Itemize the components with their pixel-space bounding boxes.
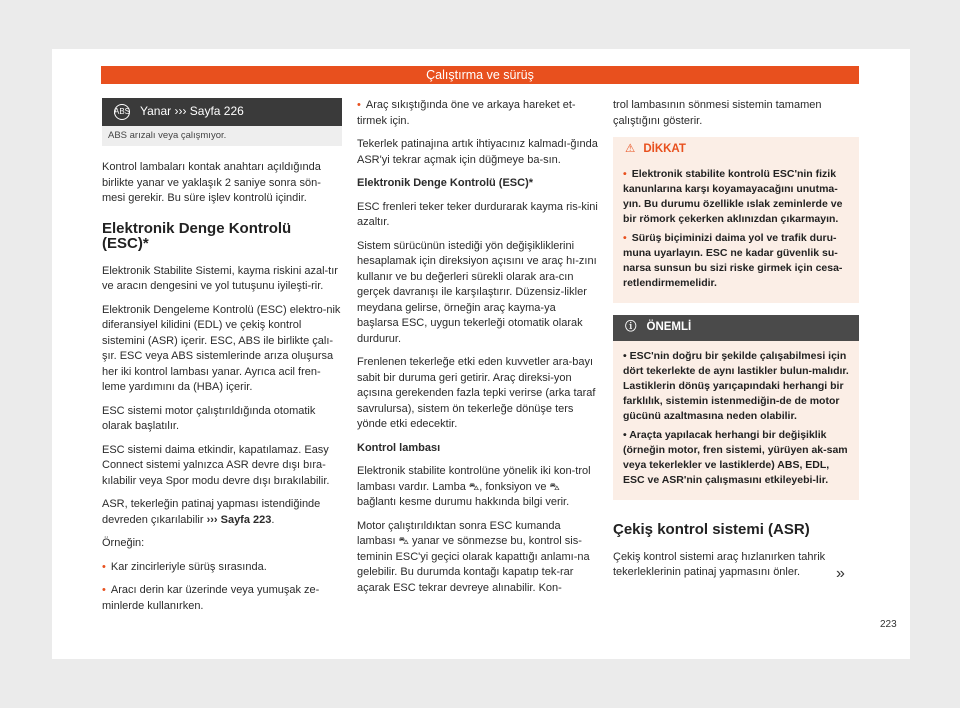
notice-body xyxy=(613,341,859,500)
paragraph: ESC sistemi daima etkindir, kapatılamaz. Easy Connect sistemi yalnızca ASR devre dışı bıra-kılabilir veya Spor modu devre dışı bırakılabilir. xyxy=(102,443,330,487)
paragraph-text: , fonksiyon ve xyxy=(479,480,550,493)
paragraph xyxy=(357,519,599,597)
paragraph: Tekerlek patinajına artık ihtiyacınız kalmadı-ğında ASR'yi tekrar açmak için düğmeye ba-sın. xyxy=(357,138,598,166)
paragraph-text: Elektronik stabilite kontrolüne yönelik iki kon-trol lambası vardır. Lamba xyxy=(357,465,591,493)
reference-bar xyxy=(102,98,342,126)
subheading-warning-lamp: Kontrol lambası xyxy=(357,441,441,454)
paragraph: Elektronik Dengeleme Kontrolü (ESC) elektro-nik diferansiyel kilidini (EDL) ve çekiş kontrol sistemini (ASR) içerir. ESC, ABS ile birlikte çalı-şır. ESC veya ABS sistemlerinde arıza oluşursa her iki kontrol lambası yanar. Ayrıca acil fren-leme yardımını da (HBA) içerir. xyxy=(102,303,341,393)
paragraph: Çekiş kontrol sistemi araç hızlanırken tahrik tekerleklerinin patinaj yapmasını önler. xyxy=(613,550,826,578)
section-title-esc: Elektronik Denge Kontrolü (ESC)* xyxy=(102,219,292,252)
paragraph: ESC frenleri teker teker durdurarak kayma ris-kini azaltır. xyxy=(357,200,598,228)
paragraph: Elektronik Stabilite Sistemi, kayma riskini azal-tır ve aracın dengesini ve yol tutuşunu iyileşti-rir. xyxy=(102,264,338,292)
warning-body xyxy=(613,163,859,303)
notice-item-text: Araçta yapılacak herhangi bir değişiklik (örneğin motor, fren sistemi, yürüyen ak-sam veya tekerlekler ve lastiklerde) ABS, EDL, ESC ve ASR'nin çalışmasını etkileyebi-lir. xyxy=(623,429,848,486)
notice-item-text: ESC'nin doğru bir şekilde çalışabilmesi için dört tekerlekte de aynı lastikler bulun-malıdır. Lastiklerin dönüş yarıçapındaki herhangi bir farklılık, sistemin istenmediğin-de de motor gücünü azaltmasına neden olabilir. xyxy=(623,350,849,422)
notice-item: • Araçta yapılacak herhangi bir değişiklik (örneğin motor, fren sistemi, yürüyen ak-sam veya tekerlekler ve lastiklerde) ABS, EDL, ESC ve ASR'nin çalışmasını etkileyebi-lir. xyxy=(623,429,848,486)
warning-box xyxy=(613,137,859,303)
paragraph: Frenlenen tekerleğe etki eden kuvvetler ara-bayı sabit bir duruma geri getirir. Araç direksi-yon açısına gerekenden fazla tepki verirse (arka taraf savrulursa), sistem ön tekerleğe dönüşe ters yönde etki edecektir. xyxy=(357,356,596,430)
paragraph: Kontrol lambaları kontak anahtarı açıldığında birlikte yanar ve yaklaşık 2 saniye sonra sön-mesi gerekir. Bu süre işlev kontrolü içindir. xyxy=(102,161,321,204)
warning-triangle-icon: ⚠ xyxy=(625,143,636,156)
notice-title: ÖNEMLİ xyxy=(646,321,692,334)
esc-off-lamp-icon: ⛍ xyxy=(549,481,560,493)
section-title-asr: Çekiş kontrol sistemi (ASR) xyxy=(613,521,810,538)
bullet-item: • Kar zincirleriyle sürüş sırasında. xyxy=(102,560,342,576)
paragraph: Sistem sürücünün istediği yön değişikliklerini hesaplamak için direksiyon açısını ve araç hı-zını kullanır ve bu değerleri sürekli olarak ara-cın gerçek davranışı ile karşılaştırır. Düzensiz-likler meydana gelirse, örneğin araç kayma-ya başlarsa ESC, uygun tekerleği otomatik olarak durdurur. xyxy=(357,239,597,345)
column-2 xyxy=(357,98,599,604)
paragraph-text: yanar ve sönmezse bu, kontrol sis-teminin ESC'yi geçici olarak kapattığı anlamı-na gelebilir. Bu durumda kontağı kapatıp tek-rar açarak ESC tekrar devreye alınabilir. Kon- xyxy=(357,535,590,594)
subheading-esc: Elektronik Denge Kontrolü (ESC)* xyxy=(357,177,534,189)
bullet-item: • Aracı derin kar üzerinde veya yumuşak ze-minlerde kullanırken. xyxy=(102,583,342,614)
warning-title: DİKKAT xyxy=(643,143,686,156)
continue-marker: » xyxy=(836,565,845,582)
column-1 xyxy=(102,98,342,622)
page-number: 223 xyxy=(880,619,897,630)
paragraph-text: Motor çalıştırıldıktan sonra ESC kumanda lambası xyxy=(357,519,561,547)
notice-item: • ESC'nin doğru bir şekilde çalışabilmesi için dört tekerlekte de aynı lastikler bulun-malıdır. Lastiklerin dönüş yarıçapındaki herhangi bir farklılık, sistemin istenmediğin-de de motor gücünü azaltmasına neden olabilir. xyxy=(623,350,849,422)
reference-note: ABS arızalı veya çalışmıyor. xyxy=(102,126,342,146)
paragraph: ESC sistemi motor çalıştırıldığında otomatik olarak başlatılır. xyxy=(102,404,316,432)
abs-icon: ABS xyxy=(114,104,130,120)
info-circle-icon: ⓘ xyxy=(625,321,637,334)
esc-lamp-icon: ⛍ xyxy=(468,481,480,493)
bullet-item: • Araç sıkıştığında öne ve arkaya hareket et-tirmek için. xyxy=(357,98,599,129)
esc-lamp-icon: ⛍ xyxy=(398,536,409,547)
paragraph: Örneğin: xyxy=(102,537,145,549)
notice-box xyxy=(613,315,859,500)
paragraph: trol lambasının sönmesi sistemin tamamen çalıştığını gösterir. xyxy=(613,99,822,127)
reference-text: Yanar ››› Sayfa 226 xyxy=(140,104,244,119)
paragraph-text: ASR, tekerleğin patinaj yapması istendiğinde devreden çıkarılabilir xyxy=(102,498,321,526)
warning-item: • Elektronik stabilite kontrolü ESC'nin fizik kanunlarına karşı koyamayacağını unutma-yın. Bu durumu özellikle ıslak zeminlerde ve bir römork çekerken aklınızdan çıkarmayın. xyxy=(623,167,849,227)
paragraph: ASR, tekerleğin patinaj yapması istendiğinde devreden çıkarılabilir ››› Sayfa 223. xyxy=(102,498,321,526)
notice-header xyxy=(613,315,859,341)
warning-item: • Sürüş biçiminizi daima yol ve trafik duru-muna uyarlayın. ESC ne kadar güvenlik su-narsa sunsun bu sizi riske girmek için cesa-retlendirmemelidir. xyxy=(623,231,849,291)
column-3 xyxy=(613,98,859,589)
paragraph xyxy=(357,464,599,511)
paragraph-text: bağlantı kesme durumu hakkında bilgi verir. xyxy=(357,496,570,508)
page-header: Çalıştırma ve sürüş xyxy=(101,66,859,84)
page-link[interactable]: ››› Sayfa 223 xyxy=(206,513,272,526)
warning-header xyxy=(613,137,859,163)
